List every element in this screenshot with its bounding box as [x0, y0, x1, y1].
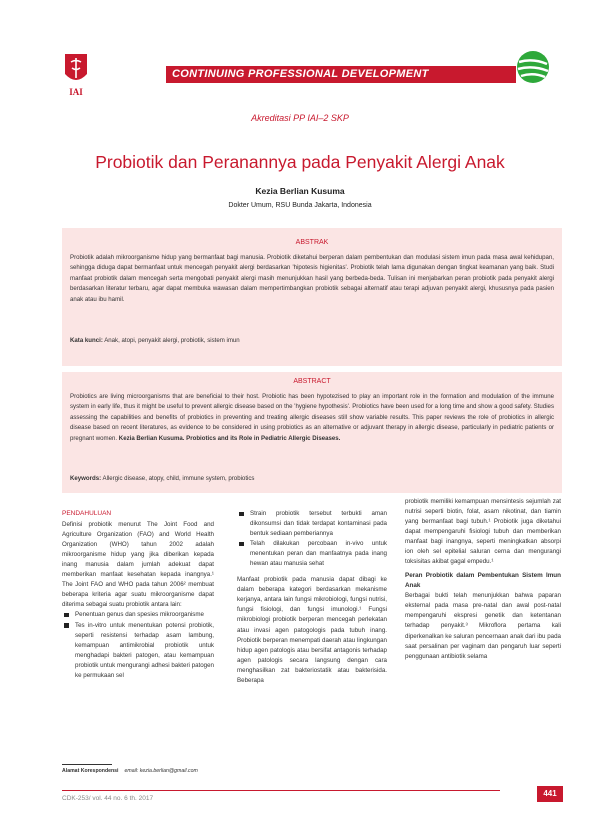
criteria-list — [62, 610, 214, 680]
column-2 — [237, 509, 387, 686]
abstrak-text: Probiotik adalah mikroorganisme hidup yang bermanfaat bagi manusia. Probiotik diketahui berperan dalam pembentukan dan modulasi sistem imun pada masa awal kehidupan, sehingga diduga dapat bermanfaat untuk mencegah penyakit alergi berdasarkan 'hipotesis higienitas'. Probiotik telah lama digunakan dengan tingkat keamanan yang baik. Studi manfaat probiotik dalam mencegah serta mengobati penyakit alergi masih menunjukkan hasil yang berbeda-beda. Tulisan ini menjabarkan peran probiotik pada penyakit alergi berdasarkan literatur terbaru, agar dapat membuka wawasan dalam mempertimbangkan probiotik sebagai alternatif atau terapi adjuvan penyakit alergi, khususnya pada pasien anak atau ibu hamil. — [70, 254, 554, 303]
article-title: Probiotik dan Peranannya pada Penyakit Alergi Anak — [95, 152, 505, 172]
section-heading: PENDAHULUAN — [62, 510, 112, 517]
keywords-text: Allergic disease, atopy, child, immune system, probiotics — [101, 475, 255, 482]
abstract-box — [62, 372, 562, 493]
section-heading: Peran Probiotik dalam Pembentukan Sistem Imun Anak — [405, 572, 561, 590]
column-3 — [405, 497, 561, 662]
footer-divider — [62, 790, 500, 791]
list-item: Strain probiotik tersebut terbukti aman dikonsumsi dan tidak terdapat kontaminasi pada bentuk sediaan pemberiannya — [237, 509, 387, 539]
list-item: Penentuan genus dan spesies mikroorganisme — [62, 610, 214, 620]
paragraph: Berbagai bukti telah menunjukkan bahwa paparan eksternal pada masa pre-natal dan awal post-natal mempengaruhi ekspresi genetik dan ketentanan terhadap penyakit.³ Mikroflora pertama kali diperkenalkan ke saluran pencernaan anak dari ibu pada saat persalinan per vaginam dan pengaruh luar seperti penggunaan antibiotik selama — [405, 592, 561, 660]
correspondence-label: Alamat Korespondensi — [62, 768, 119, 774]
journal-info: CDK-253/ vol. 44 no. 6 th. 2017 — [62, 795, 154, 802]
abstrak-keywords — [70, 336, 554, 346]
correspondence-email: email: kezia.berlian@gmail.com — [124, 768, 198, 774]
keywords-text: Anak, atopi, penyakit alergi, probiotik, sistem imun — [102, 337, 240, 344]
paragraph: Definisi probiotik menurut The Joint Food and Agriculture Organization (FAO) and World Health Organization (WHO) tahun 2002 adalah mikroorganisme hidup yang jika diberikan kepada inang manusia dalam jumlah adekuat dapat memberikan manfaat kesehatan kepada inangnya.¹ The Joint FAO and WHO pada tahun 2006² membuat beberapa kriteria agar suatu mikroorganisme dapat diterima sebagai suatu probiotik antara lain: — [62, 521, 214, 609]
author-name: Kezia Berlian Kusuma — [255, 186, 345, 196]
abstract-keywords — [70, 474, 554, 484]
abstrak-box — [62, 228, 562, 366]
keywords-label: Keywords: — [70, 475, 102, 482]
abstract-text — [70, 392, 554, 444]
iai-logo — [62, 52, 90, 98]
abstract-body: Probiotics are living microorganisms that are beneficial to their host. Probiotic has been hypotezised to play an important role in the formation and modulation of the immune system in early life, thus it might be useful to prevent allergic disease based on the 'hygiene hypothesis'. Probiotics have been used for a long time and show a good safety. Studies assessing the capabilities and benefits of probiotics in preventing and treating allergic diseases still show variable results. This paper reviews the role of probiotics in allergic disease based on recent literatures, as evidence to be considered in using probiotics as an alternative or adjuvant therapy in allergic disease, particularly in pediatric patients or pregnant women. — [70, 393, 554, 442]
correspondence — [62, 768, 198, 774]
list-item: Tes in-vitro untuk menentukan potensi probiotik, seperti resistensi terhadap asam lambung, kemampuan antimikrobial probiotik untuk menghadapi bakteri patogen, atau kemampuan probiotik untuk mengurangi adhesi bakteri patogen ke permukaan sel — [62, 621, 214, 681]
abstract-heading: ABSTRACT — [293, 378, 331, 385]
accreditation-label: Akreditasi PP IAI–2 SKP — [251, 113, 349, 123]
abstract-citation: Kezia Berlian Kusuma. Probiotics and its Role in Pediatric Allergic Diseases. — [117, 434, 341, 442]
author-affiliation: Dokter Umum, RSU Bunda Jakarta, Indonesia — [228, 202, 372, 209]
paragraph: Manfaat probiotik pada manusia dapat dibagi ke dalam beberapa kategori berdasarkan mekanisme kerjanya, antara lain fungsi mikrobiologi, fungsi nutrisi, fungsi fisiologi, dan fungsi imunologi.¹ Fungsi mikrobiologi probiotik berperan mencegah perlekatan atau invasi agen patogologis pada tubuh inang. Probiotik berperan menempati daerah atau lingkungan hidup agen patologis atau bersifat antagonis terhadap agen patologis secara langsung dengan cara menghasilkan zat bakteriostatik atau bakterisida. Beberapa — [237, 576, 387, 684]
globe-icon — [516, 50, 550, 84]
list-item: Telah dilakukan percobaan in-vivo untuk menentukan peran dan manfaatnya pada inang hewan atau manusia sehat — [237, 539, 387, 569]
banner-label: CONTINUING PROFESSIONAL DEVELOPMENT — [172, 68, 429, 80]
column-1 — [62, 509, 214, 681]
page-number: 441 — [537, 786, 563, 802]
paragraph: probiotik memiliki kemampuan mensintesis sejumlah zat nutrisi seperti biotin, folat, asam nikotinat, dan tiamin yang bermanfaat bagi tubuh.¹ Probiotik juga diketahui dapat mempengaruhi fisiologi tubuh dan memberikan manfaat bagi inangnya, seperti meningkatkan absorpi ion oleh sel epitelial saluran cerna dan mengurangi toksisitas akibat gagal empedu.¹ — [405, 498, 561, 566]
criteria-list-cont — [237, 509, 387, 569]
logo-text: IAI — [69, 87, 83, 97]
divider — [62, 764, 112, 765]
abstrak-heading: ABSTRAK — [295, 239, 329, 246]
keywords-label: Kata kunci: — [70, 337, 103, 344]
